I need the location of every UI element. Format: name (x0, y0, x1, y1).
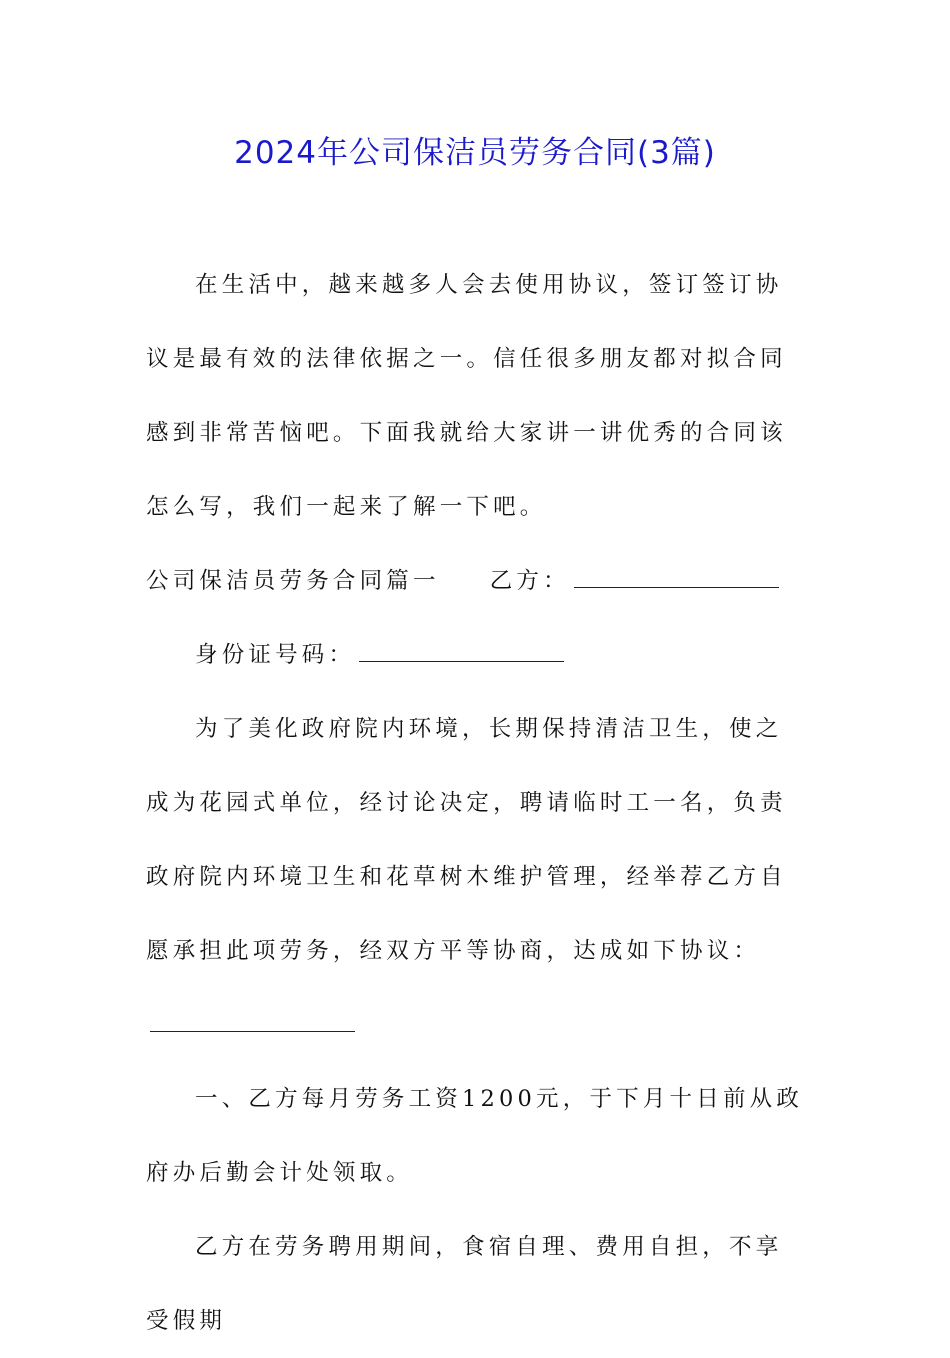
purpose-text: 为了美化政府院内环境，长期保持清洁卫生，使之成为花园式单位，经讨论决定，聘请临时工一名，负责政府院内环境卫生和花草树木维护管理，经举荐乙方自愿承担此项劳务，经双方平等协商，达成如下协议： (146, 716, 787, 964)
clause-1-paragraph: 一、乙方每月劳务工资1200元，于下月十日前从政府办后勤会计处领取。 (146, 1086, 804, 1186)
intro-paragraph: 在生活中，越来越多人会去使用协议，签订签订协议是最有效的法律依据之一。信任很多朋友都对拟合同感到非常苦恼吧。下面我就给大家讲一讲优秀的合同该怎么写，我们一起来了解一下吧。 (146, 272, 787, 520)
section-heading-row (146, 544, 806, 618)
document-body (146, 248, 806, 1358)
party-b-blank-line (574, 565, 779, 588)
clause-2-paragraph: 乙方在劳务聘用期间，食宿自理、费用自担，不享受假期 (146, 1234, 783, 1334)
purpose-paragraph (146, 692, 806, 1062)
document-title: 2024年公司保洁员劳务合同(3篇) (234, 135, 716, 171)
purpose-blank-line (150, 1009, 355, 1032)
id-number-blank-line (359, 639, 564, 662)
party-b-label: 乙方： (489, 568, 570, 594)
id-number-row (146, 618, 806, 692)
id-number-label: 身份证号码： (195, 642, 356, 668)
section-title: 公司保洁员劳务合同篇一 (146, 568, 440, 594)
